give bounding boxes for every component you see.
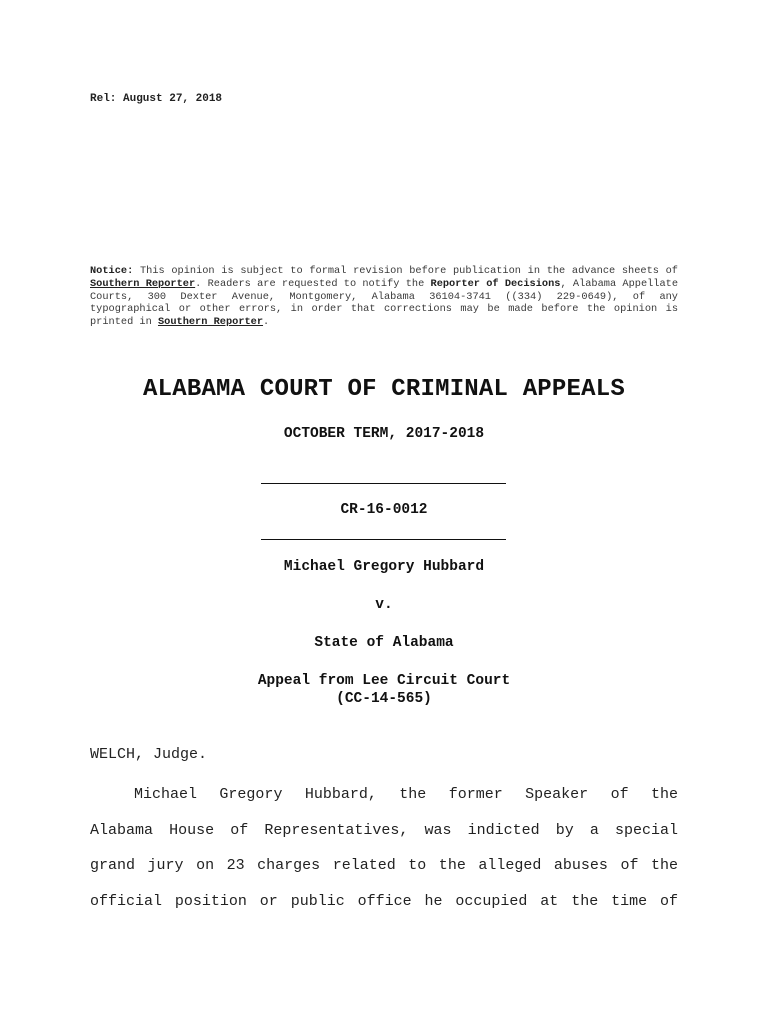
southern-reporter-ref-2: Southern Reporter bbox=[157, 316, 264, 329]
appeal-from: Appeal from Lee Circuit Court bbox=[257, 673, 511, 689]
lower-court-case-number: (CC-14-565) bbox=[336, 691, 432, 707]
court-term: OCTOBER TERM, 2017-2018 bbox=[283, 426, 485, 442]
reporter-of-decisions: Reporter of Decisions bbox=[430, 277, 561, 290]
opinion-body bbox=[90, 777, 678, 919]
southern-reporter-ref-1: Southern Reporter bbox=[90, 277, 196, 290]
appellant-name: Michael Gregory Hubbard bbox=[283, 559, 485, 575]
authoring-judge: WELCH, Judge. bbox=[90, 746, 208, 763]
publication-notice bbox=[90, 265, 678, 329]
appellee-name: State of Alabama bbox=[314, 635, 454, 651]
notice-text-3: , Alabama Appellate Courts, 300 Dexter Avenue, Montgomery, Alabama 36104-3741 ((334) 229-0649), of any typographical or other errors, in order that corrections may be made before the opinion is printed in bbox=[90, 277, 679, 329]
release-date: Rel: August 27, 2018 bbox=[90, 93, 223, 105]
bottom-divider bbox=[261, 539, 506, 540]
notice-text-4: . bbox=[263, 316, 270, 329]
notice-text-1: This opinion is subject to formal revision before publication in the advance sheets of bbox=[133, 265, 678, 277]
opinion-line: grand jury on 23 charges related to the alleged abuses of the bbox=[90, 857, 678, 875]
court-name: ALABAMA COURT OF CRIMINAL APPEALS bbox=[143, 376, 625, 403]
notice-text-2: . Readers are requested to notify the bbox=[195, 277, 431, 290]
opinion-line: Alabama House of Representatives, was indicted by a special bbox=[90, 821, 678, 839]
versus: v. bbox=[375, 597, 393, 613]
notice-label: Notice: bbox=[90, 265, 134, 277]
opinion-line: Michael Gregory Hubbard, the former Speaker of the bbox=[134, 786, 678, 803]
top-divider bbox=[261, 483, 506, 484]
opinion-line: official position or public office he occupied at the time of bbox=[90, 892, 678, 910]
case-number: CR-16-0012 bbox=[340, 502, 428, 518]
